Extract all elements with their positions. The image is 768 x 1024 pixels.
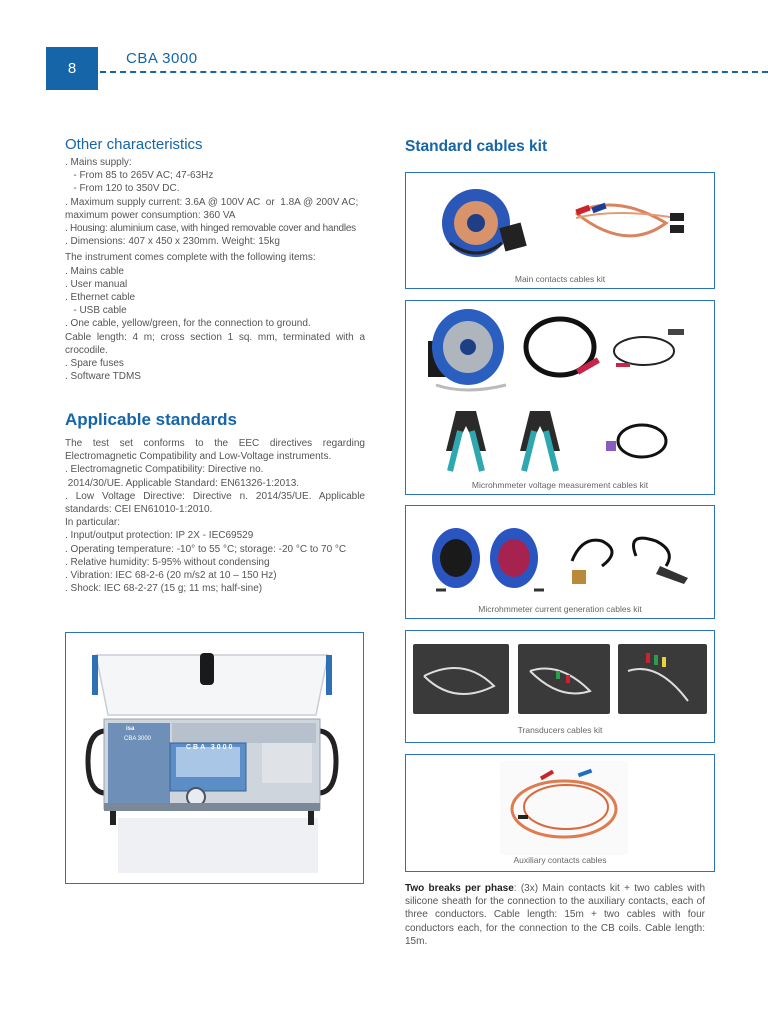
- header-divider: [100, 71, 768, 73]
- voltage-measurement-kit-box: [405, 300, 715, 495]
- text-line: . Shock: IEC 68-2-27 (15 g; 11 ms; half-sine): [65, 583, 263, 595]
- text-line: maximum power consumption: 360 VA: [65, 209, 236, 221]
- auxiliary-cables-icon: [406, 755, 714, 855]
- other-characteristics-heading: Other characteristics: [65, 136, 203, 153]
- text-line: . Housing: aluminium case, with hinged removable cover and handles: [65, 223, 356, 235]
- list-item: . One cable, yellow/green, for the connection to ground.: [65, 318, 311, 330]
- current-cables-icon: [406, 506, 714, 602]
- document-title: CBA 3000: [126, 50, 198, 67]
- list-item: - USB cable: [65, 305, 127, 317]
- items-intro: The instrument comes complete with the following items:: [65, 252, 316, 264]
- list-item: . User manual: [65, 278, 128, 290]
- transducers-kit-box: [405, 630, 715, 743]
- text-line: . Relative humidity: 5-95% without condensing: [65, 556, 270, 568]
- text-line: . Vibration: IEC 68-2-6 (20 m/s2 at 10 – 150 Hz): [65, 570, 277, 582]
- device-model-label: CBA 3000: [124, 736, 152, 742]
- main-contacts-kit-box: [405, 172, 715, 289]
- list-item: . Ethernet cable: [65, 292, 136, 304]
- device-brand-label: isa: [126, 726, 135, 732]
- list-item: . Software TDMS: [65, 371, 141, 383]
- applicable-standards-heading: Applicable standards: [65, 410, 237, 429]
- page-number: 8: [46, 47, 98, 90]
- text-line: . Maximum supply current: 3.6A @ 100V AC or 1.8A @ 200V AC;: [65, 196, 359, 208]
- two-breaks-description: [405, 882, 705, 948]
- auxiliary-contacts-box: [405, 754, 715, 872]
- standard-cables-kit-heading: Standard cables kit: [405, 138, 548, 155]
- text-line: . Dimensions: 407 x 450 x 230mm. Weight: 15kg: [65, 236, 280, 248]
- text-line: . Mains supply:: [65, 157, 132, 168]
- voltage-cables-icon: [406, 301, 714, 477]
- current-generation-caption: Microhmmeter current generation cables kit: [478, 604, 642, 614]
- other-characteristics-text: [65, 156, 365, 383]
- text-line: The test set conforms to the EEC directives regarding Electromagnetic Compatibility and Low-Voltage instruments.: [65, 438, 365, 463]
- device-illustration: [66, 633, 363, 883]
- auxiliary-contacts-caption: Auxiliary contacts cables: [513, 855, 607, 865]
- list-item: . Mains cable: [65, 265, 124, 277]
- text-line: - From 85 to 265V AC; 47-63Hz: [65, 170, 214, 182]
- device-display-label: CBA 3000: [186, 744, 235, 751]
- transducers-caption: Transducers cables kit: [517, 725, 603, 735]
- description-bold: Two breaks per phase: [405, 883, 514, 894]
- list-item: . Spare fuses: [65, 358, 124, 370]
- text-line: In particular:: [65, 517, 121, 529]
- voltage-measurement-caption: Microhmmeter voltage measurement cables kit: [471, 480, 649, 490]
- device-photo-frame: [65, 632, 364, 884]
- text-line: . Input/output protection: IP 2X - IEC69529: [65, 530, 254, 542]
- text-line: . Low Voltage Directive: Directive n. 2014/35/UE. Applicable standards: CEI EN61010-1:2010.: [65, 490, 365, 516]
- list-item: Cable length: 4 m; cross section 1 sq. mm, terminated with a crocodile.: [65, 331, 365, 356]
- transducer-cables-icon: [406, 631, 714, 727]
- main-contacts-caption: Main contacts cables kit: [514, 274, 606, 284]
- text-line: . Electromagnetic Compatibility: Directive no.: [65, 464, 264, 476]
- text-line: 2014/30/UE. Applicable Standard: EN61326-1:2013.: [65, 477, 300, 489]
- text-line: . Operating temperature: -10° to 55 °C; storage: -20 °C to 70 °C: [65, 543, 347, 555]
- description-text: : (3x) Main contacts kit + two cables with silicone sheath for the connection to the auxiliary contacts, each of three conductors. Cable length: 15m + two cables with four conductors each, for the connection to the CB coils. Cable length: 15m.: [405, 883, 706, 947]
- text-line: - From 120 to 350V DC.: [65, 183, 180, 195]
- current-generation-kit-box: [405, 505, 715, 619]
- cable-reel-icon: [406, 173, 714, 273]
- applicable-standards-text: [65, 437, 365, 595]
